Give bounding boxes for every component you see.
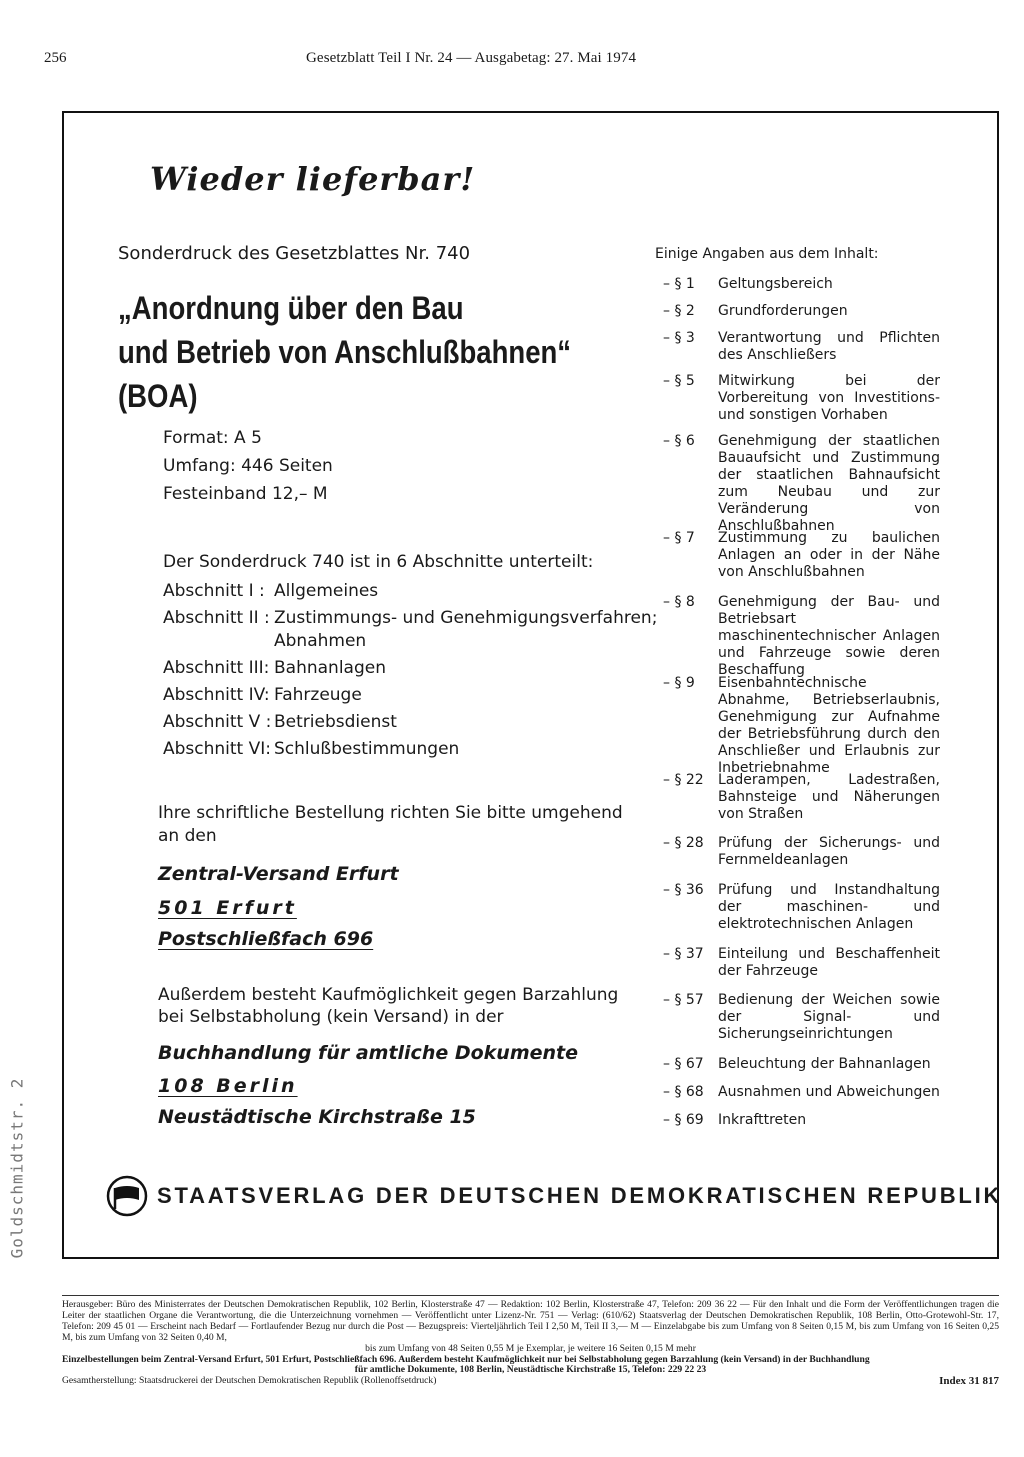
toc-entry: Prüfung und Instandhaltung der maschinen- und elektrotechnischen Anlagen [718,882,940,932]
abschnitt-label: Abschnitt VI: [163,739,272,759]
toc-section-number: – § 37 [663,946,704,962]
title-line: und Betrieb von Anschlußbahnen“ [118,334,572,370]
address-city: 108 Berlin [158,1075,298,1097]
headline-wieder-lieferbar: Wieder lieferbar! [150,160,476,198]
toc-entry: Verantwortung und Pflichten des Anschließers [718,330,940,363]
abschnitt-label: Abschnitt IV: [163,685,270,705]
order-text: Ihre schriftliche Bestellung richten Sie bitte umgehend [158,803,623,823]
abschnitt-text: Zustimmungs- und Genehmigungsverfahren; [274,608,658,628]
abschnitt-label: Abschnitt II : [163,608,270,628]
toc-entry: Bedienung der Weichen sowie der Signal- und Sicherungseinrichtungen [718,992,940,1042]
buy-text: bei Selbstabholung (kein Versand) in der [158,1007,504,1027]
toc-section-number: – § 57 [663,992,704,1008]
toc-section-number: – § 6 [663,433,695,449]
toc-entry: Genehmigung der staatlichen Bauaufsicht und Zustimmung der staatlichen Bahnaufsicht zum Neubau und zur Veränderung von Anschlußbahnen [718,433,940,534]
toc-section-number: – § 22 [663,772,704,788]
toc-section-number: – § 1 [663,276,695,292]
abschnitt-text: Betriebsdienst [274,712,397,732]
toc-entry: Inkrafttreten [718,1112,807,1128]
toc-heading: Einige Angaben aus dem Inhalt: [655,246,879,262]
abschnitt-label: Abschnitt III: [163,658,270,678]
address-city: 501 Erfurt [158,897,297,919]
abschnitt-text: Fahrzeuge [274,685,362,705]
abschnitt-text: Schlußbestimmungen [274,739,460,759]
toc-section-number: – § 67 [663,1056,704,1072]
toc-section-number: – § 3 [663,330,695,346]
imprint-line: Einzelbestellungen beim Zentral-Versand Erfurt, 501 Erfurt, Postschließfach 696. Außerdem besteht Kaufmöglichkeit nur bei Selbstabholung gegen Barzahlung (kein Versand) in der Buchhandlung [62,1353,870,1365]
abschnitt-text: Abnahmen [274,631,367,651]
imprint-line: Herausgeber: Büro des Ministerrates der Deutschen Demokratischen Republik, 102 Berlin, Klosterstraße 47 — Redaktion: 102 Berlin, Klosterstraße 47, Telefon: 209 36 22 — Für den Inhalt und die Form der Veröffentlichungen tragen die Leiter der staatlichen Organe die Verantwortung, die die Unterzeichnung vornehmen — Veröffentlicht unter Lizenz-Nr. 751 — Verlag: (610/62) Staatsverlag der Deutschen Demokratischen Republik, 108 Berlin, Otto-Grotewohl-Str. 17, Telefon: 209 45 01 — Erscheint nach Bedarf — Fortlaufender Bezug nur durch die Post — Bezugspreis: Vierteljährlich Teil I 2,50 M, Teil II 3,— M — Einzelabgabe bis zum Umfang von 8 Seiten 0,15 M, bis zum Umfang von 16 Seiten 0,25 M, bis zum Umfang von 32 Seiten 0,40 M, [62,1299,999,1343]
toc-section-number: – § 2 [663,303,695,319]
toc-entry: Beleuchtung der Bahnanlagen [718,1056,931,1072]
imprint-line: Gesamtherstellung: Staatsdruckerei der Deutschen Demokratischen Republik (Rollenoffsetdruck) [62,1375,437,1387]
imprint-divider [62,1295,999,1296]
address-line: Zentral-Versand Erfurt [158,863,399,885]
page-number: 256 [44,50,67,66]
abschnitt-text: Bahnanlagen [274,658,386,678]
publisher-name: STAATSVERLAG DER DEUTSCHEN DEMOKRATISCHEN REPUBLIK [157,1183,1003,1208]
title-line: „Anordnung über den Bau [118,290,464,326]
abschnitt-text: Allgemeines [274,581,379,601]
toc-section-number: – § 8 [663,594,695,610]
toc-entry: Einteilung und Beschaffenheit der Fahrzeuge [718,946,940,979]
toc-entry: Mitwirkung bei der Vorbereitung von Investitions- und sonstigen Vorhaben [718,373,940,423]
imprint-line: bis zum Umfang von 48 Seiten 0,55 M je Exemplar, je weitere 16 Seiten 0,15 M mehr [365,1342,696,1354]
publication-title [118,286,571,418]
toc-entry: Geltungsbereich [718,276,833,292]
running-header: Gesetzblatt Teil I Nr. 24 — Ausgabetag: 27. Mai 1974 [306,50,637,66]
spec-format: Format: A 5 [163,428,262,448]
abschnitt-label: Abschnitt I : [163,581,265,601]
index-number: Index 31 817 [939,1375,999,1388]
toc-entry: Laderampen, Ladestraßen, Bahnsteige und Näherungen von Straßen [718,772,940,822]
toc-section-number: – § 28 [663,835,704,851]
abschnitte-intro: Der Sonderdruck 740 ist in 6 Abschnitte unterteilt: [163,552,594,572]
toc-section-number: – § 9 [663,675,695,691]
order-text: an den [158,826,217,846]
margin-stamp-text: Goldschmidtstr. 2 [7,1077,27,1258]
toc-section-number: – § 5 [663,373,695,389]
address-line: Neustädtische Kirchstraße 15 [158,1106,476,1128]
buy-text: Außerdem besteht Kaufmöglichkeit gegen Barzahlung [158,985,619,1005]
toc-entry: Eisenbahntechnische Abnahme, Betriebserlaubnis, Genehmigung zur Aufnahme der Betriebsführung durch den Anschließer und Erlaubnis zur Inbetriebnahme [718,675,940,776]
abschnitt-label: Abschnitt V : [163,712,272,732]
toc-entry: Ausnahmen und Abweichungen [718,1084,940,1100]
address-line: Postschließfach 696 [158,928,374,950]
imprint [62,1300,999,1387]
toc-section-number: – § 7 [663,530,695,546]
toc-entry: Zustimmung zu baulichen Anlagen an oder in der Nähe von Anschlußbahnen [718,530,940,580]
sonderdruck-line: Sonderdruck des Gesetzblattes Nr. 740 [118,243,471,264]
spec-umfang: Umfang: 446 Seiten [163,456,333,476]
imprint-line: für amtliche Dokumente, 108 Berlin, Neustädtische Kirchstraße 15, Telefon: 229 22 23 [354,1364,707,1376]
spec-price: Festeinband 12,– M [163,484,328,504]
title-line: (BOA) [118,378,198,414]
toc-section-number: – § 68 [663,1084,704,1100]
toc-entry: Genehmigung der Bau- und Betriebsart maschinentechnischer Anlagen und Fahrzeuge sowie deren Beschaffung [718,594,940,678]
toc-entry: Prüfung der Sicherungs- und Fernmeldeanlagen [718,835,940,868]
margin-stamp [2,1055,32,1280]
address-line: Buchhandlung für amtliche Dokumente [158,1042,579,1064]
staatsverlag-logo-icon [106,1175,148,1217]
toc-section-number: – § 69 [663,1112,704,1128]
toc-section-number: – § 36 [663,882,704,898]
toc-entry: Grundforderungen [718,303,848,319]
